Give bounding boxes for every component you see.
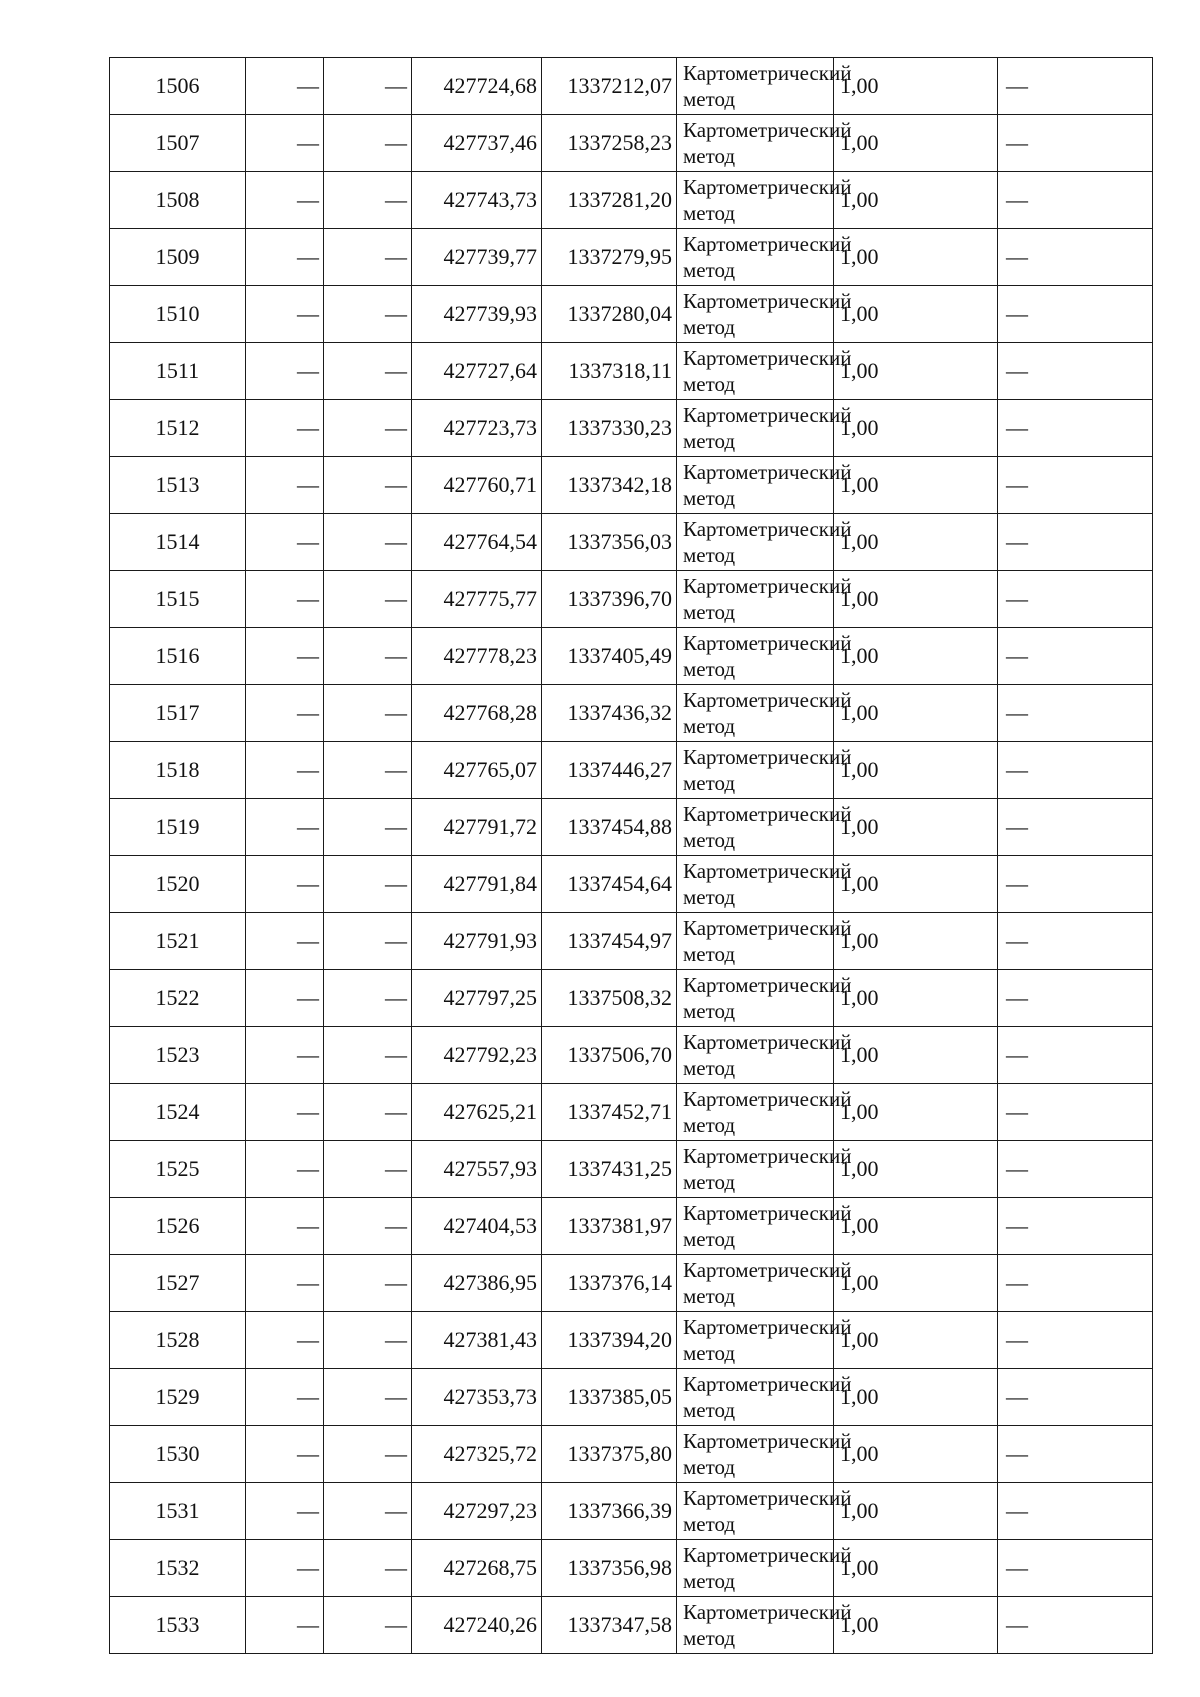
y-coordinate-cell: 1337454,97 — [542, 913, 677, 970]
empty-dash-cell: — — [246, 1312, 324, 1369]
table-row — [110, 799, 1153, 856]
description-cell: — — [998, 799, 1153, 856]
description-cell: — — [998, 1483, 1153, 1540]
empty-dash-cell: — — [246, 1483, 324, 1540]
precision-cell: 1,00 — [834, 856, 998, 913]
empty-dash-cell: — — [324, 742, 412, 799]
x-coordinate-cell: 427791,72 — [412, 799, 542, 856]
y-coordinate-cell: 1337431,25 — [542, 1141, 677, 1198]
empty-dash-cell: — — [246, 571, 324, 628]
x-coordinate-cell: 427723,73 — [412, 400, 542, 457]
table-row — [110, 514, 1153, 571]
y-coordinate-cell: 1337396,70 — [542, 571, 677, 628]
description-cell: — — [998, 1141, 1153, 1198]
empty-dash-cell: — — [246, 1426, 324, 1483]
empty-dash-cell: — — [246, 856, 324, 913]
precision-cell: 1,00 — [834, 628, 998, 685]
x-coordinate-cell: 427764,54 — [412, 514, 542, 571]
empty-dash-cell: — — [324, 172, 412, 229]
table-row — [110, 856, 1153, 913]
method-cell: Картометрический метод — [677, 229, 834, 286]
table-row — [110, 115, 1153, 172]
table-row — [110, 1084, 1153, 1141]
coordinates-table — [109, 57, 1153, 1654]
y-coordinate-cell: 1337454,64 — [542, 856, 677, 913]
description-cell: — — [998, 514, 1153, 571]
point-number-cell: 1526 — [110, 1198, 246, 1255]
method-cell: Картометрический метод — [677, 343, 834, 400]
empty-dash-cell: — — [246, 58, 324, 115]
method-cell: Картометрический метод — [677, 1369, 834, 1426]
empty-dash-cell: — — [324, 1027, 412, 1084]
method-cell: Картометрический метод — [677, 913, 834, 970]
point-number-cell: 1523 — [110, 1027, 246, 1084]
empty-dash-cell: — — [246, 229, 324, 286]
method-cell: Картометрический метод — [677, 514, 834, 571]
y-coordinate-cell: 1337454,88 — [542, 799, 677, 856]
empty-dash-cell: — — [246, 172, 324, 229]
description-cell: — — [998, 400, 1153, 457]
y-coordinate-cell: 1337279,95 — [542, 229, 677, 286]
x-coordinate-cell: 427386,95 — [412, 1255, 542, 1312]
point-number-cell: 1527 — [110, 1255, 246, 1312]
empty-dash-cell: — — [246, 685, 324, 742]
point-number-cell: 1532 — [110, 1540, 246, 1597]
empty-dash-cell: — — [324, 1369, 412, 1426]
table-row — [110, 970, 1153, 1027]
empty-dash-cell: — — [246, 628, 324, 685]
empty-dash-cell: — — [324, 400, 412, 457]
y-coordinate-cell: 1337381,97 — [542, 1198, 677, 1255]
y-coordinate-cell: 1337452,71 — [542, 1084, 677, 1141]
point-number-cell: 1515 — [110, 571, 246, 628]
x-coordinate-cell: 427760,71 — [412, 457, 542, 514]
precision-cell: 1,00 — [834, 571, 998, 628]
description-cell: — — [998, 58, 1153, 115]
description-cell: — — [998, 1084, 1153, 1141]
point-number-cell: 1510 — [110, 286, 246, 343]
precision-cell: 1,00 — [834, 1597, 998, 1654]
description-cell: — — [998, 1597, 1153, 1654]
x-coordinate-cell: 427557,93 — [412, 1141, 542, 1198]
table-row — [110, 1369, 1153, 1426]
empty-dash-cell: — — [246, 1027, 324, 1084]
y-coordinate-cell: 1337508,32 — [542, 970, 677, 1027]
point-number-cell: 1528 — [110, 1312, 246, 1369]
point-number-cell: 1516 — [110, 628, 246, 685]
empty-dash-cell: — — [246, 913, 324, 970]
precision-cell: 1,00 — [834, 400, 998, 457]
y-coordinate-cell: 1337342,18 — [542, 457, 677, 514]
table-row — [110, 913, 1153, 970]
description-cell: — — [998, 457, 1153, 514]
table-row — [110, 1483, 1153, 1540]
point-number-cell: 1514 — [110, 514, 246, 571]
method-cell: Картометрический метод — [677, 1084, 834, 1141]
y-coordinate-cell: 1337385,05 — [542, 1369, 677, 1426]
description-cell: — — [998, 286, 1153, 343]
precision-cell: 1,00 — [834, 514, 998, 571]
point-number-cell: 1519 — [110, 799, 246, 856]
y-coordinate-cell: 1337506,70 — [542, 1027, 677, 1084]
empty-dash-cell: — — [324, 799, 412, 856]
x-coordinate-cell: 427404,53 — [412, 1198, 542, 1255]
method-cell: Картометрический метод — [677, 742, 834, 799]
table-row — [110, 343, 1153, 400]
precision-cell: 1,00 — [834, 1540, 998, 1597]
precision-cell: 1,00 — [834, 172, 998, 229]
empty-dash-cell: — — [246, 1597, 324, 1654]
y-coordinate-cell: 1337280,04 — [542, 286, 677, 343]
empty-dash-cell: — — [324, 1540, 412, 1597]
x-coordinate-cell: 427797,25 — [412, 970, 542, 1027]
method-cell: Картометрический метод — [677, 58, 834, 115]
y-coordinate-cell: 1337281,20 — [542, 172, 677, 229]
description-cell: — — [998, 970, 1153, 1027]
empty-dash-cell: — — [324, 1483, 412, 1540]
table-row — [110, 1540, 1153, 1597]
precision-cell: 1,00 — [834, 457, 998, 514]
empty-dash-cell: — — [324, 628, 412, 685]
precision-cell: 1,00 — [834, 1426, 998, 1483]
empty-dash-cell: — — [246, 799, 324, 856]
method-cell: Картометрический метод — [677, 1198, 834, 1255]
empty-dash-cell: — — [246, 343, 324, 400]
table-row — [110, 742, 1153, 799]
precision-cell: 1,00 — [834, 343, 998, 400]
table-row — [110, 628, 1153, 685]
x-coordinate-cell: 427791,93 — [412, 913, 542, 970]
empty-dash-cell: — — [324, 1312, 412, 1369]
x-coordinate-cell: 427792,23 — [412, 1027, 542, 1084]
precision-cell: 1,00 — [834, 799, 998, 856]
y-coordinate-cell: 1337318,11 — [542, 343, 677, 400]
empty-dash-cell: — — [246, 1540, 324, 1597]
description-cell: — — [998, 1198, 1153, 1255]
x-coordinate-cell: 427765,07 — [412, 742, 542, 799]
point-number-cell: 1522 — [110, 970, 246, 1027]
precision-cell: 1,00 — [834, 115, 998, 172]
point-number-cell: 1513 — [110, 457, 246, 514]
empty-dash-cell: — — [324, 1426, 412, 1483]
precision-cell: 1,00 — [834, 1084, 998, 1141]
empty-dash-cell: — — [324, 286, 412, 343]
y-coordinate-cell: 1337376,14 — [542, 1255, 677, 1312]
table-row — [110, 685, 1153, 742]
empty-dash-cell: — — [324, 856, 412, 913]
x-coordinate-cell: 427727,64 — [412, 343, 542, 400]
precision-cell: 1,00 — [834, 1141, 998, 1198]
precision-cell: 1,00 — [834, 1312, 998, 1369]
empty-dash-cell: — — [324, 913, 412, 970]
x-coordinate-cell: 427778,23 — [412, 628, 542, 685]
empty-dash-cell: — — [246, 970, 324, 1027]
table-row — [110, 1426, 1153, 1483]
table-row — [110, 400, 1153, 457]
method-cell: Картометрический метод — [677, 1141, 834, 1198]
point-number-cell: 1530 — [110, 1426, 246, 1483]
method-cell: Картометрический метод — [677, 1597, 834, 1654]
method-cell: Картометрический метод — [677, 970, 834, 1027]
point-number-cell: 1512 — [110, 400, 246, 457]
precision-cell: 1,00 — [834, 1483, 998, 1540]
method-cell: Картометрический метод — [677, 1027, 834, 1084]
y-coordinate-cell: 1337446,27 — [542, 742, 677, 799]
point-number-cell: 1511 — [110, 343, 246, 400]
description-cell: — — [998, 856, 1153, 913]
y-coordinate-cell: 1337258,23 — [542, 115, 677, 172]
empty-dash-cell: — — [246, 115, 324, 172]
table-body — [110, 58, 1153, 1654]
empty-dash-cell: — — [246, 400, 324, 457]
point-number-cell: 1525 — [110, 1141, 246, 1198]
description-cell: — — [998, 229, 1153, 286]
description-cell: — — [998, 685, 1153, 742]
method-cell: Картометрический метод — [677, 799, 834, 856]
y-coordinate-cell: 1337212,07 — [542, 58, 677, 115]
table-row — [110, 58, 1153, 115]
method-cell: Картометрический метод — [677, 457, 834, 514]
precision-cell: 1,00 — [834, 685, 998, 742]
table-row — [110, 1255, 1153, 1312]
description-cell: — — [998, 1426, 1153, 1483]
table-row — [110, 457, 1153, 514]
empty-dash-cell: — — [324, 685, 412, 742]
x-coordinate-cell: 427381,43 — [412, 1312, 542, 1369]
precision-cell: 1,00 — [834, 58, 998, 115]
x-coordinate-cell: 427739,77 — [412, 229, 542, 286]
precision-cell: 1,00 — [834, 229, 998, 286]
table-row — [110, 571, 1153, 628]
empty-dash-cell: — — [324, 343, 412, 400]
empty-dash-cell: — — [246, 742, 324, 799]
x-coordinate-cell: 427791,84 — [412, 856, 542, 913]
precision-cell: 1,00 — [834, 913, 998, 970]
method-cell: Картометрический метод — [677, 1312, 834, 1369]
point-number-cell: 1531 — [110, 1483, 246, 1540]
description-cell: — — [998, 115, 1153, 172]
precision-cell: 1,00 — [834, 742, 998, 799]
table-row — [110, 1312, 1153, 1369]
y-coordinate-cell: 1337330,23 — [542, 400, 677, 457]
description-cell: — — [998, 1312, 1153, 1369]
x-coordinate-cell: 427739,93 — [412, 286, 542, 343]
precision-cell: 1,00 — [834, 1027, 998, 1084]
method-cell: Картометрический метод — [677, 172, 834, 229]
empty-dash-cell: — — [324, 1597, 412, 1654]
description-cell: — — [998, 913, 1153, 970]
empty-dash-cell: — — [246, 286, 324, 343]
y-coordinate-cell: 1337405,49 — [542, 628, 677, 685]
empty-dash-cell: — — [324, 1255, 412, 1312]
x-coordinate-cell: 427240,26 — [412, 1597, 542, 1654]
table-row — [110, 1027, 1153, 1084]
y-coordinate-cell: 1337394,20 — [542, 1312, 677, 1369]
precision-cell: 1,00 — [834, 1198, 998, 1255]
empty-dash-cell: — — [324, 571, 412, 628]
empty-dash-cell: — — [324, 1141, 412, 1198]
empty-dash-cell: — — [246, 1255, 324, 1312]
point-number-cell: 1509 — [110, 229, 246, 286]
description-cell: — — [998, 343, 1153, 400]
method-cell: Картометрический метод — [677, 1426, 834, 1483]
table-row — [110, 1597, 1153, 1654]
x-coordinate-cell: 427743,73 — [412, 172, 542, 229]
x-coordinate-cell: 427768,28 — [412, 685, 542, 742]
description-cell: — — [998, 172, 1153, 229]
y-coordinate-cell: 1337366,39 — [542, 1483, 677, 1540]
description-cell: — — [998, 1540, 1153, 1597]
point-number-cell: 1507 — [110, 115, 246, 172]
method-cell: Картометрический метод — [677, 628, 834, 685]
y-coordinate-cell: 1337347,58 — [542, 1597, 677, 1654]
x-coordinate-cell: 427724,68 — [412, 58, 542, 115]
table-row — [110, 1198, 1153, 1255]
precision-cell: 1,00 — [834, 970, 998, 1027]
empty-dash-cell: — — [246, 1198, 324, 1255]
point-number-cell: 1518 — [110, 742, 246, 799]
y-coordinate-cell: 1337356,98 — [542, 1540, 677, 1597]
x-coordinate-cell: 427775,77 — [412, 571, 542, 628]
empty-dash-cell: — — [324, 457, 412, 514]
description-cell: — — [998, 628, 1153, 685]
empty-dash-cell: — — [324, 1198, 412, 1255]
point-number-cell: 1529 — [110, 1369, 246, 1426]
description-cell: — — [998, 1027, 1153, 1084]
empty-dash-cell: — — [324, 58, 412, 115]
point-number-cell: 1506 — [110, 58, 246, 115]
method-cell: Картометрический метод — [677, 400, 834, 457]
table-row — [110, 229, 1153, 286]
x-coordinate-cell: 427325,72 — [412, 1426, 542, 1483]
method-cell: Картометрический метод — [677, 1483, 834, 1540]
precision-cell: 1,00 — [834, 1369, 998, 1426]
point-number-cell: 1524 — [110, 1084, 246, 1141]
description-cell: — — [998, 1369, 1153, 1426]
y-coordinate-cell: 1337436,32 — [542, 685, 677, 742]
precision-cell: 1,00 — [834, 286, 998, 343]
method-cell: Картометрический метод — [677, 856, 834, 913]
y-coordinate-cell: 1337356,03 — [542, 514, 677, 571]
method-cell: Картометрический метод — [677, 571, 834, 628]
description-cell: — — [998, 742, 1153, 799]
empty-dash-cell: — — [246, 1084, 324, 1141]
point-number-cell: 1517 — [110, 685, 246, 742]
empty-dash-cell: — — [246, 514, 324, 571]
point-number-cell: 1520 — [110, 856, 246, 913]
x-coordinate-cell: 427268,75 — [412, 1540, 542, 1597]
method-cell: Картометрический метод — [677, 286, 834, 343]
empty-dash-cell: — — [324, 229, 412, 286]
x-coordinate-cell: 427353,73 — [412, 1369, 542, 1426]
method-cell: Картометрический метод — [677, 685, 834, 742]
empty-dash-cell: — — [324, 1084, 412, 1141]
description-cell: — — [998, 571, 1153, 628]
table-row — [110, 1141, 1153, 1198]
y-coordinate-cell: 1337375,80 — [542, 1426, 677, 1483]
method-cell: Картометрический метод — [677, 115, 834, 172]
x-coordinate-cell: 427297,23 — [412, 1483, 542, 1540]
empty-dash-cell: — — [324, 514, 412, 571]
x-coordinate-cell: 427625,21 — [412, 1084, 542, 1141]
empty-dash-cell: — — [246, 1369, 324, 1426]
point-number-cell: 1521 — [110, 913, 246, 970]
empty-dash-cell: — — [246, 1141, 324, 1198]
method-cell: Картометрический метод — [677, 1540, 834, 1597]
table-row — [110, 172, 1153, 229]
point-number-cell: 1533 — [110, 1597, 246, 1654]
point-number-cell: 1508 — [110, 172, 246, 229]
description-cell: — — [998, 1255, 1153, 1312]
precision-cell: 1,00 — [834, 1255, 998, 1312]
table-row — [110, 286, 1153, 343]
empty-dash-cell: — — [324, 115, 412, 172]
method-cell: Картометрический метод — [677, 1255, 834, 1312]
x-coordinate-cell: 427737,46 — [412, 115, 542, 172]
empty-dash-cell: — — [246, 457, 324, 514]
empty-dash-cell: — — [324, 970, 412, 1027]
